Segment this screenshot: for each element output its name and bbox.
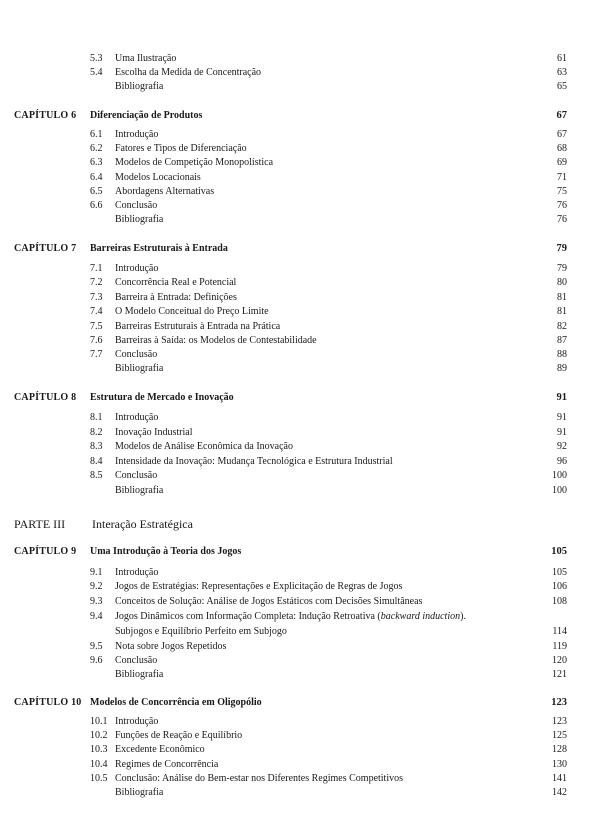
chapter-page: 123: [551, 697, 567, 708]
section-title: Bibliografia: [115, 485, 164, 496]
toc-entry: [0, 52, 600, 66]
section-number: 6.6: [90, 200, 103, 211]
toc-entry: [0, 729, 600, 743]
page-number: 119: [552, 641, 567, 652]
section-number: 6.1: [90, 129, 103, 140]
section-number: 8.4: [90, 456, 103, 467]
section-title: Abordagens Alternativas: [115, 186, 215, 197]
page-number: 68: [557, 143, 567, 154]
chapter-label: CAPÍTULO 7: [14, 243, 77, 254]
toc-entry: [0, 185, 600, 199]
page-number: 81: [557, 292, 567, 303]
section-number: 5.4: [90, 67, 103, 78]
page-number: 81: [557, 306, 567, 317]
section-title: Conclusão: [115, 200, 158, 211]
page-number: 130: [552, 759, 567, 770]
toc-entry: [0, 668, 600, 682]
toc-entry: [0, 758, 600, 772]
toc-entry: [0, 128, 600, 142]
page-number: 121: [552, 669, 567, 680]
chapter-title: Diferenciação de Produtos: [90, 110, 203, 121]
section-title: Bibliografia: [115, 363, 164, 374]
chapter-label: CAPÍTULO 8: [14, 392, 77, 403]
page-number: 141: [552, 773, 567, 784]
page-number: 76: [557, 214, 567, 225]
toc-entry: [0, 320, 600, 334]
toc-entry: [0, 334, 600, 348]
page-number: 96: [557, 456, 567, 467]
chapter-label: CAPÍTULO 9: [14, 546, 77, 557]
page-number: 125: [552, 730, 567, 741]
toc-entry: [0, 455, 600, 469]
page-number: 89: [557, 363, 567, 374]
section-number: 8.1: [90, 412, 103, 423]
section-number: 9.1: [90, 567, 103, 578]
page-number: 100: [552, 470, 567, 481]
section-number: 9.3: [90, 596, 103, 607]
section-title: Bibliografia: [115, 669, 164, 680]
section-title: Bibliografia: [115, 787, 164, 798]
section-title: Barreira à Entrada: Definições: [115, 292, 237, 303]
section-title: Regimes de Concorrência: [115, 759, 219, 770]
chapter-heading: [0, 696, 600, 710]
page-number: 123: [552, 716, 567, 727]
section-number: 6.5: [90, 186, 103, 197]
toc-entry: [0, 715, 600, 729]
section-title: Escolha da Medida de Concentração: [115, 67, 262, 78]
section-title: Introdução: [115, 567, 159, 578]
page-number: 80: [557, 277, 567, 288]
toc-entry: [0, 348, 600, 362]
section-title: Fatores e Tipos de Diferenciação: [115, 143, 247, 154]
toc-entry: [0, 595, 600, 609]
chapter-title: Uma Introdução à Teoria dos Jogos: [90, 546, 242, 557]
toc-entry: [0, 362, 600, 376]
section-title: Uma Ilustração: [115, 53, 177, 64]
page-number: 92: [557, 441, 567, 452]
toc-entry: [0, 156, 600, 170]
section-number: 7.6: [90, 335, 103, 346]
toc-entry: [0, 66, 600, 80]
section-title: Introdução: [115, 263, 159, 274]
section-number: 7.2: [90, 277, 103, 288]
section-title: Introdução: [115, 129, 159, 140]
toc-entry: [0, 199, 600, 213]
chapter-label: CAPÍTULO 10: [14, 697, 82, 708]
section-title: Excedente Econômico: [115, 744, 205, 755]
page-number: 63: [557, 67, 567, 78]
toc-entry: [0, 411, 600, 425]
section-title: Introdução: [115, 716, 159, 727]
chapter-page: 91: [556, 392, 567, 403]
section-number: 9.5: [90, 641, 103, 652]
page-number: 67: [557, 129, 567, 140]
toc-entry: [0, 625, 600, 639]
section-number: 10.4: [90, 759, 108, 770]
section-number: 5.3: [90, 53, 103, 64]
toc-entry: [0, 566, 600, 580]
section-title: Conclusão: Análise do Bem-estar nos Diferentes Regimes Competitivos: [115, 773, 404, 784]
toc-entry: [0, 772, 600, 786]
toc-entry: [0, 426, 600, 440]
section-title: Jogos Dinâmicos com Informação Completa: Indução Retroativa (backward induction).: [115, 611, 466, 622]
section-number: 10.5: [90, 773, 108, 784]
section-title: Jogos de Estratégias: Representações e Explicitação de Regras de Jogos: [115, 581, 403, 592]
italic-term: backward induction: [380, 611, 461, 622]
page-number: 61: [557, 53, 567, 64]
section-title: Modelos Locacionais: [115, 172, 201, 183]
section-title: Modelos de Análise Econômica da Inovação: [115, 441, 293, 452]
page-number: 69: [557, 157, 567, 168]
chapter-heading: [0, 242, 600, 256]
page-number: 100: [552, 485, 567, 496]
section-title: Inovação Industrial: [115, 427, 193, 438]
page-number: 71: [557, 172, 567, 183]
section-title: Nota sobre Jogos Repetidos: [115, 641, 227, 652]
section-title: Conclusão: [115, 655, 158, 666]
section-number: 7.3: [90, 292, 103, 303]
toc-entry: [0, 305, 600, 319]
page-number: 76: [557, 200, 567, 211]
part-label: PARTE III: [14, 517, 66, 531]
section-number: 7.4: [90, 306, 103, 317]
page-number: 91: [557, 427, 567, 438]
toc-entry: [0, 80, 600, 94]
section-number: 8.5: [90, 470, 103, 481]
page-number: 82: [557, 321, 567, 332]
section-title: Subjogos e Equilíbrio Perfeito em Subjogo: [115, 626, 287, 637]
chapter-heading: [0, 391, 600, 405]
section-title: Intensidade da Inovação: Mudança Tecnológica e Estrutura Industrial: [115, 456, 393, 467]
section-number: 10.3: [90, 744, 108, 755]
toc-entry: [0, 171, 600, 185]
section-title: Concorrência Real e Potencial: [115, 277, 237, 288]
section-number: 10.2: [90, 730, 108, 741]
page-number: 108: [552, 596, 567, 607]
toc-entry: [0, 786, 600, 800]
page-number: 128: [552, 744, 567, 755]
part-title: Interação Estratégica: [92, 517, 193, 531]
section-number: 10.1: [90, 716, 108, 727]
chapter-label: CAPÍTULO 6: [14, 110, 77, 121]
section-title: Introdução: [115, 412, 159, 423]
toc-entry: [0, 142, 600, 156]
page-number: 142: [552, 787, 567, 798]
toc-entry: [0, 440, 600, 454]
page-number: 114: [552, 626, 567, 637]
toc-entry: [0, 640, 600, 654]
toc-entry: [0, 484, 600, 498]
section-number: 8.3: [90, 441, 103, 452]
section-title: Conclusão: [115, 349, 158, 360]
page-number: 106: [552, 581, 567, 592]
chapter-title: Barreiras Estruturais à Entrada: [90, 243, 228, 254]
toc-entry: [0, 276, 600, 290]
page-number: 65: [557, 81, 567, 92]
section-number: 7.5: [90, 321, 103, 332]
section-number: 6.2: [90, 143, 103, 154]
page-number: 88: [557, 349, 567, 360]
chapter-title: Estrutura de Mercado e Inovação: [90, 392, 234, 403]
chapter-page: 67: [556, 110, 567, 121]
chapter-page: 105: [551, 546, 567, 557]
section-number: 7.7: [90, 349, 103, 360]
section-title: O Modelo Conceitual do Preço Limite: [115, 306, 269, 317]
section-title: Conclusão: [115, 470, 158, 481]
section-title: Bibliografia: [115, 214, 164, 225]
page-number: 91: [557, 412, 567, 423]
page-number: 79: [557, 263, 567, 274]
page-number: 120: [552, 655, 567, 666]
toc-entry: [0, 291, 600, 305]
chapter-title: Modelos de Concorrência em Oligopólio: [90, 697, 262, 708]
toc-entry: [0, 262, 600, 276]
section-title: Bibliografia: [115, 81, 164, 92]
toc-entry: [0, 469, 600, 483]
toc-entry: [0, 654, 600, 668]
chapter-page: 79: [556, 243, 567, 254]
part-heading: [0, 516, 600, 532]
toc-entry: [0, 610, 600, 624]
section-number: 9.2: [90, 581, 103, 592]
section-title: Modelos de Competição Monopolística: [115, 157, 274, 168]
section-number: 8.2: [90, 427, 103, 438]
toc-entry: [0, 580, 600, 594]
section-number: 6.3: [90, 157, 103, 168]
section-title: Barreiras Estruturais à Entrada na Prática: [115, 321, 281, 332]
page-number: 105: [552, 567, 567, 578]
section-title: Barreiras à Saída: os Modelos de Contestabilidade: [115, 335, 317, 346]
toc-entry: [0, 743, 600, 757]
section-number: 9.6: [90, 655, 103, 666]
section-number: 7.1: [90, 263, 103, 274]
section-number: 6.4: [90, 172, 103, 183]
page-number: 75: [557, 186, 567, 197]
page-number: 87: [557, 335, 567, 346]
chapter-heading: [0, 109, 600, 123]
chapter-heading: [0, 545, 600, 559]
section-title: Funções de Reação e Equilíbrio: [115, 730, 243, 741]
toc-entry: [0, 213, 600, 227]
section-number: 9.4: [90, 611, 103, 622]
section-title: Conceitos de Solução: Análise de Jogos Estáticos com Decisões Simultâneas: [115, 596, 423, 607]
